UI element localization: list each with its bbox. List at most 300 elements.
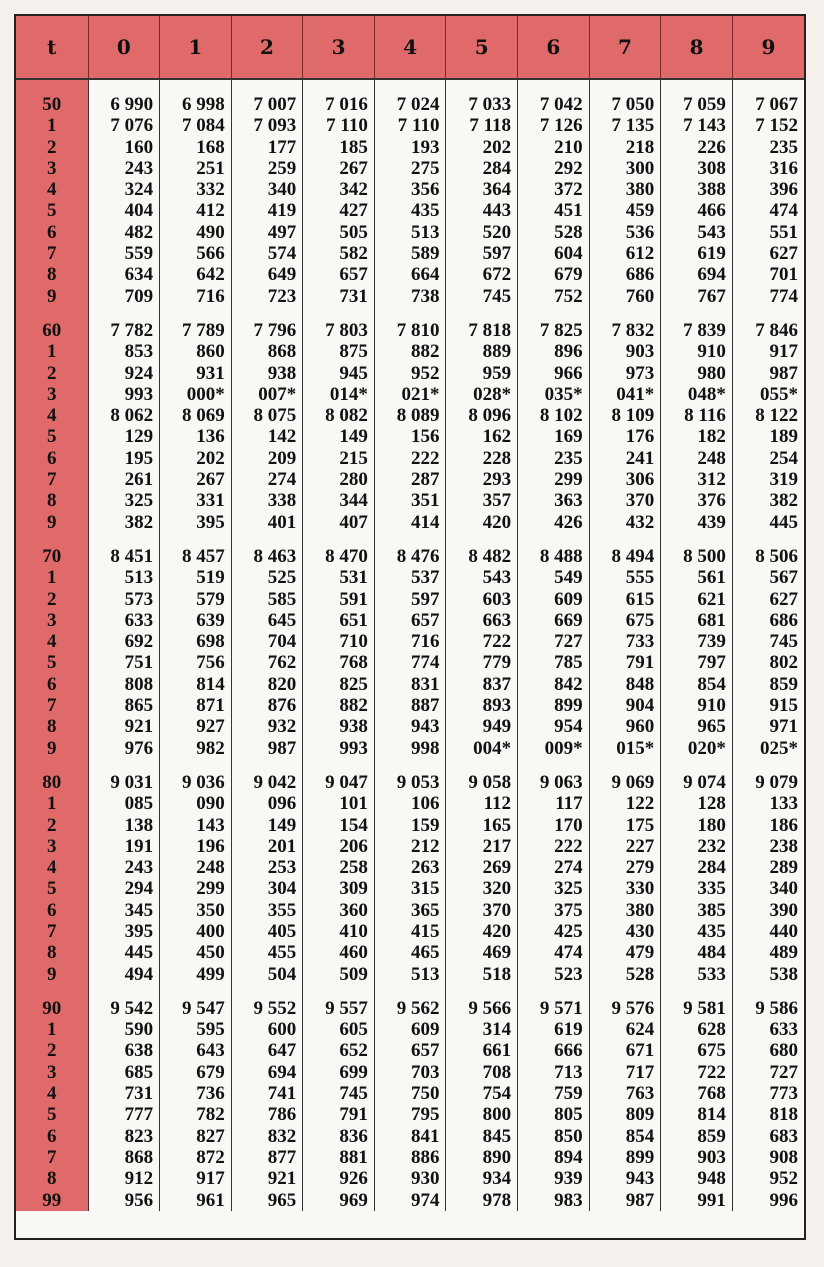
table-cell: 414 xyxy=(374,512,446,533)
table-cell: 267 xyxy=(303,158,375,179)
table-cell: 692 xyxy=(88,631,160,652)
table-cell: 7 789 xyxy=(160,320,232,341)
table-cell: 513 xyxy=(374,222,446,243)
table-cell: 215 xyxy=(303,448,375,469)
table-cell: 943 xyxy=(374,716,446,737)
table-cell: 9 069 xyxy=(589,772,661,793)
table-cell: 797 xyxy=(661,652,733,673)
table-cell: 284 xyxy=(661,857,733,878)
table-cell: 382 xyxy=(88,512,160,533)
table-cell: 332 xyxy=(160,179,232,200)
table-cell: 202 xyxy=(160,448,232,469)
table-cell: 048* xyxy=(661,384,733,405)
row-t-value: 6 xyxy=(16,222,88,243)
table-cell: 802 xyxy=(769,652,798,674)
table-cell: 7 067 xyxy=(755,94,798,115)
table-cell: 643 xyxy=(160,1040,232,1061)
table-cell: 419 xyxy=(231,200,303,221)
table-cell: 624 xyxy=(589,1019,661,1040)
table-row xyxy=(16,716,804,737)
table-cell: 982 xyxy=(160,738,232,759)
table-cell: 7 810 xyxy=(374,320,446,341)
table-cell: 269 xyxy=(446,857,518,878)
row-t-value: 4 xyxy=(16,1083,88,1104)
table-row xyxy=(16,137,804,158)
cell-spacer xyxy=(446,307,518,320)
table-cell: 961 xyxy=(160,1190,232,1211)
header-col: 4 xyxy=(374,16,446,79)
table-cell: 669 xyxy=(518,610,590,631)
table-cell: 987 xyxy=(769,362,798,384)
table-cell: 499 xyxy=(160,964,232,985)
table-cell: 325 xyxy=(518,878,590,899)
table-cell: 363 xyxy=(518,490,590,511)
header-col: 7 xyxy=(589,16,661,79)
cell-spacer xyxy=(732,307,804,320)
table-cell: 657 xyxy=(303,264,375,285)
table-row xyxy=(16,179,804,200)
table-row xyxy=(16,512,804,533)
table-cell: 315 xyxy=(374,878,446,899)
table-cell: 573 xyxy=(88,589,160,610)
table-cell: 340 xyxy=(231,179,303,200)
table-row xyxy=(16,815,804,836)
table-cell: 330 xyxy=(589,878,661,899)
cell-spacer xyxy=(374,79,446,94)
table-cell: 218 xyxy=(589,137,661,158)
table-cell: 370 xyxy=(446,900,518,921)
row-t-value: 3 xyxy=(16,158,88,179)
table-cell: 7 110 xyxy=(374,115,446,136)
cell-spacer xyxy=(160,985,232,998)
table-cell: 474 xyxy=(518,942,590,963)
table-cell: 357 xyxy=(446,490,518,511)
table-cell: 395 xyxy=(88,921,160,942)
cell-spacer xyxy=(732,759,804,772)
cell-spacer xyxy=(589,533,661,546)
table-cell: 6 998 xyxy=(160,94,232,115)
table-row xyxy=(16,900,804,921)
table-cell: 931 xyxy=(160,363,232,384)
table-cell: 513 xyxy=(88,567,160,588)
table-cell: 694 xyxy=(231,1062,303,1083)
cell-spacer xyxy=(303,985,375,998)
cell-spacer xyxy=(303,79,375,94)
row-t-value: 1 xyxy=(16,567,88,588)
table-cell: 868 xyxy=(88,1147,160,1168)
table-cell: 853 xyxy=(88,341,160,362)
cell-spacer xyxy=(446,79,518,94)
row-t-value: 6 xyxy=(16,674,88,695)
table-cell: 827 xyxy=(160,1126,232,1147)
table-row xyxy=(16,1190,804,1211)
table-cell: 405 xyxy=(231,921,303,942)
table-cell: 350 xyxy=(160,900,232,921)
table-cell: 8 116 xyxy=(661,405,733,426)
table-cell: 868 xyxy=(231,341,303,362)
table-cell: 494 xyxy=(88,964,160,985)
cell-spacer xyxy=(518,79,590,94)
table-cell: 319 xyxy=(769,469,798,491)
table-cell: 731 xyxy=(88,1083,160,1104)
table-cell: 998 xyxy=(374,738,446,759)
table-cell: 055* xyxy=(760,383,798,405)
table-cell: 243 xyxy=(88,158,160,179)
cell-spacer xyxy=(518,985,590,998)
table-cell: 768 xyxy=(303,652,375,673)
table-cell: 8 457 xyxy=(160,546,232,567)
table-cell: 380 xyxy=(589,179,661,200)
table-cell: 8 089 xyxy=(374,405,446,426)
table-cell: 727 xyxy=(769,1061,798,1083)
table-cell: 101 xyxy=(303,793,375,814)
table-cell: 284 xyxy=(446,158,518,179)
table-cell: 956 xyxy=(88,1190,160,1211)
table-cell: 439 xyxy=(661,512,733,533)
table-cell: 435 xyxy=(661,921,733,942)
row-t-value: 4 xyxy=(16,631,88,652)
table-cell: 609 xyxy=(374,1019,446,1040)
cell-spacer xyxy=(518,759,590,772)
table-cell: 228 xyxy=(446,448,518,469)
table-cell: 971 xyxy=(769,716,798,738)
table-row xyxy=(16,793,804,814)
table-cell: 9 586 xyxy=(755,997,798,1019)
table-cell: 603 xyxy=(446,589,518,610)
table-cell: 537 xyxy=(374,567,446,588)
table-cell: 6 990 xyxy=(88,94,160,115)
table-cell: 170 xyxy=(518,815,590,836)
table-cell: 312 xyxy=(661,469,733,490)
table-cell: 8 075 xyxy=(231,405,303,426)
table-cell: 8 096 xyxy=(446,405,518,426)
table-cell: 400 xyxy=(160,921,232,942)
table-cell: 881 xyxy=(303,1147,375,1168)
table-cell: 293 xyxy=(446,469,518,490)
table-cell: 661 xyxy=(446,1040,518,1061)
header-col: 0 xyxy=(88,16,160,79)
table-cell: 8 122 xyxy=(755,405,798,427)
table-cell: 309 xyxy=(303,878,375,899)
row-t-value: 8 xyxy=(16,942,88,963)
table-cell: 795 xyxy=(374,1104,446,1125)
header-col: 5 xyxy=(446,16,518,79)
row-t-value: 6 xyxy=(16,1126,88,1147)
table-cell: 680 xyxy=(769,1040,798,1062)
table-cell: 954 xyxy=(518,716,590,737)
table-cell: 871 xyxy=(160,695,232,716)
table-cell: 943 xyxy=(589,1168,661,1189)
table-cell: 410 xyxy=(303,921,375,942)
table-cell: 7 016 xyxy=(303,94,375,115)
cell-spacer xyxy=(732,533,804,546)
table-cell: 645 xyxy=(231,610,303,631)
table-cell: 704 xyxy=(231,631,303,652)
table-cell: 513 xyxy=(374,964,446,985)
table-cell: 741 xyxy=(231,1083,303,1104)
table-cell: 320 xyxy=(446,878,518,899)
table-cell: 193 xyxy=(374,137,446,158)
table-cell: 585 xyxy=(231,589,303,610)
table-cell: 536 xyxy=(589,222,661,243)
table-cell: 739 xyxy=(661,631,733,652)
table-cell: 910 xyxy=(661,341,733,362)
table-cell: 694 xyxy=(661,264,733,285)
t-spacer xyxy=(16,533,88,546)
table-cell: 340 xyxy=(769,878,798,900)
table-cell: 165 xyxy=(446,815,518,836)
table-cell: 004* xyxy=(446,738,518,759)
table-cell: 733 xyxy=(589,631,661,652)
cell-spacer xyxy=(518,533,590,546)
table-cell: 014* xyxy=(303,384,375,405)
table-row xyxy=(16,222,804,243)
table-cell: 759 xyxy=(518,1083,590,1104)
table-cell: 7 832 xyxy=(589,320,661,341)
table-cell: 435 xyxy=(374,200,446,221)
table-cell: 432 xyxy=(589,512,661,533)
table-cell: 597 xyxy=(374,589,446,610)
table-cell: 731 xyxy=(303,286,375,307)
table-cell: 619 xyxy=(518,1019,590,1040)
table-cell: 745 xyxy=(303,1083,375,1104)
row-t-value: 7 xyxy=(16,695,88,716)
table-cell: 261 xyxy=(88,469,160,490)
table-cell: 289 xyxy=(769,857,798,879)
table-cell: 241 xyxy=(589,448,661,469)
table-cell: 396 xyxy=(769,179,798,201)
table-cell: 915 xyxy=(769,695,798,717)
table-cell: 176 xyxy=(589,426,661,447)
row-t-value: 7 xyxy=(16,1147,88,1168)
table-cell: 912 xyxy=(88,1168,160,1189)
cell-spacer xyxy=(88,759,160,772)
table-cell: 7 110 xyxy=(303,115,375,136)
table-cell: 263 xyxy=(374,857,446,878)
table-row xyxy=(16,286,804,307)
header-col: 6 xyxy=(518,16,590,79)
table-cell: 952 xyxy=(374,363,446,384)
table-cell: 836 xyxy=(303,1126,375,1147)
table-cell: 877 xyxy=(231,1147,303,1168)
t-spacer xyxy=(16,307,88,320)
table-cell: 504 xyxy=(231,964,303,985)
table-cell: 243 xyxy=(88,857,160,878)
table-cell: 894 xyxy=(518,1147,590,1168)
table-cell: 8 062 xyxy=(88,405,160,426)
table-cell: 497 xyxy=(231,222,303,243)
row-t-value: 2 xyxy=(16,1040,88,1061)
table-cell: 7 050 xyxy=(589,94,661,115)
table-cell: 316 xyxy=(769,157,798,179)
header-col: 3 xyxy=(303,16,375,79)
table-cell: 876 xyxy=(231,695,303,716)
table-cell: 142 xyxy=(231,426,303,447)
table-cell: 983 xyxy=(518,1190,590,1211)
table-cell: 893 xyxy=(446,695,518,716)
table-row xyxy=(16,469,804,490)
table-cell: 591 xyxy=(303,589,375,610)
header-col: 1 xyxy=(160,16,232,79)
table-cell: 450 xyxy=(160,942,232,963)
table-cell: 865 xyxy=(88,695,160,716)
table-cell: 7 135 xyxy=(589,115,661,136)
table-row xyxy=(16,964,804,985)
table-cell: 595 xyxy=(160,1019,232,1040)
table-cell: 7 059 xyxy=(661,94,733,115)
table-cell: 9 552 xyxy=(231,998,303,1019)
table-cell: 932 xyxy=(231,716,303,737)
cell-spacer xyxy=(661,79,733,94)
table-cell: 872 xyxy=(160,1147,232,1168)
table-cell: 768 xyxy=(661,1083,733,1104)
table-cell: 112 xyxy=(446,793,518,814)
table-cell: 837 xyxy=(446,674,518,695)
table-cell: 189 xyxy=(769,426,798,448)
table-row xyxy=(16,1019,804,1040)
table-cell: 404 xyxy=(88,200,160,221)
table-cell: 021* xyxy=(374,384,446,405)
table-cell: 9 074 xyxy=(661,772,733,793)
row-t-value: 4 xyxy=(16,405,88,426)
table-cell: 7 796 xyxy=(231,320,303,341)
table-cell: 156 xyxy=(374,426,446,447)
table-cell: 356 xyxy=(374,179,446,200)
table-row xyxy=(16,998,804,1019)
table-cell: 041* xyxy=(589,384,661,405)
table-cell: 180 xyxy=(661,815,733,836)
table-cell: 651 xyxy=(303,610,375,631)
table-cell: 832 xyxy=(231,1126,303,1147)
table-cell: 9 571 xyxy=(518,998,590,1019)
row-t-value: 6 xyxy=(16,900,88,921)
table-cell: 875 xyxy=(303,341,375,362)
spacer-row xyxy=(16,307,804,320)
cell-spacer xyxy=(88,985,160,998)
t-spacer xyxy=(16,985,88,998)
table-row xyxy=(16,363,804,384)
table-cell: 9 036 xyxy=(160,772,232,793)
table-cell: 8 488 xyxy=(518,546,590,567)
table-cell: 306 xyxy=(589,469,661,490)
spacer-row xyxy=(16,985,804,998)
table-cell: 978 xyxy=(446,1190,518,1211)
table-cell: 525 xyxy=(231,567,303,588)
row-t-value: 9 xyxy=(16,964,88,985)
table-row xyxy=(16,921,804,942)
table-cell: 679 xyxy=(160,1062,232,1083)
table-cell: 206 xyxy=(303,836,375,857)
table-cell: 976 xyxy=(88,738,160,759)
table-cell: 672 xyxy=(446,264,518,285)
cell-spacer xyxy=(303,759,375,772)
table-cell: 938 xyxy=(303,716,375,737)
table-cell: 445 xyxy=(88,942,160,963)
table-cell: 8 506 xyxy=(755,545,798,567)
table-cell: 254 xyxy=(769,447,798,469)
table-row xyxy=(16,341,804,362)
row-t-value: 1 xyxy=(16,115,88,136)
table-cell: 7 152 xyxy=(755,115,798,137)
table-cell: 773 xyxy=(769,1083,798,1105)
table-cell: 657 xyxy=(374,610,446,631)
table-cell: 531 xyxy=(303,567,375,588)
table-row xyxy=(16,1040,804,1061)
table-row xyxy=(16,426,804,447)
table-cell: 774 xyxy=(769,285,798,307)
row-t-value: 80 xyxy=(16,772,88,793)
table-cell: 7 024 xyxy=(374,94,446,115)
row-t-value: 9 xyxy=(16,286,88,307)
table-cell: 149 xyxy=(303,426,375,447)
table-cell: 209 xyxy=(231,448,303,469)
table-cell: 451 xyxy=(518,200,590,221)
table-cell: 300 xyxy=(589,158,661,179)
cell-spacer xyxy=(732,985,804,998)
table-cell: 201 xyxy=(231,836,303,857)
table-cell: 259 xyxy=(231,158,303,179)
table-cell: 619 xyxy=(661,243,733,264)
table-cell: 854 xyxy=(661,674,733,695)
table-cell: 945 xyxy=(303,363,375,384)
table-cell: 085 xyxy=(88,793,160,814)
table-cell: 122 xyxy=(589,793,661,814)
table-cell: 202 xyxy=(446,137,518,158)
table-row xyxy=(16,878,804,899)
table-cell: 717 xyxy=(589,1062,661,1083)
table-cell: 8 463 xyxy=(231,546,303,567)
table-cell: 559 xyxy=(88,243,160,264)
table-cell: 294 xyxy=(88,878,160,899)
table-cell: 889 xyxy=(446,341,518,362)
table-row xyxy=(16,94,804,115)
row-t-value: 8 xyxy=(16,490,88,511)
cell-spacer xyxy=(231,79,303,94)
table-cell: 459 xyxy=(589,200,661,221)
table-cell: 376 xyxy=(661,490,733,511)
table-cell: 574 xyxy=(231,243,303,264)
table-cell: 186 xyxy=(769,814,798,836)
cell-spacer xyxy=(88,307,160,320)
row-t-value: 8 xyxy=(16,1168,88,1189)
table-cell: 7 118 xyxy=(446,115,518,136)
table-cell: 910 xyxy=(661,695,733,716)
table-cell: 523 xyxy=(518,964,590,985)
row-t-value: 2 xyxy=(16,589,88,610)
table-cell: 143 xyxy=(160,815,232,836)
table-row xyxy=(16,589,804,610)
table-cell: 8 069 xyxy=(160,405,232,426)
table-cell: 924 xyxy=(88,363,160,384)
table-row xyxy=(16,1126,804,1147)
table-cell: 930 xyxy=(374,1168,446,1189)
table-cell: 007* xyxy=(231,384,303,405)
table-cell: 395 xyxy=(160,512,232,533)
table-cell: 899 xyxy=(589,1147,661,1168)
table-cell: 814 xyxy=(661,1104,733,1125)
table-cell: 903 xyxy=(661,1147,733,1168)
table-cell: 528 xyxy=(589,964,661,985)
row-t-value: 3 xyxy=(16,1062,88,1083)
table-cell: 708 xyxy=(446,1062,518,1083)
table-cell: 159 xyxy=(374,815,446,836)
table-cell: 549 xyxy=(518,567,590,588)
row-t-value: 99 xyxy=(16,1190,88,1211)
table-cell: 639 xyxy=(160,610,232,631)
table-cell: 686 xyxy=(769,609,798,631)
row-t-value: 6 xyxy=(16,448,88,469)
table-cell: 750 xyxy=(374,1083,446,1104)
